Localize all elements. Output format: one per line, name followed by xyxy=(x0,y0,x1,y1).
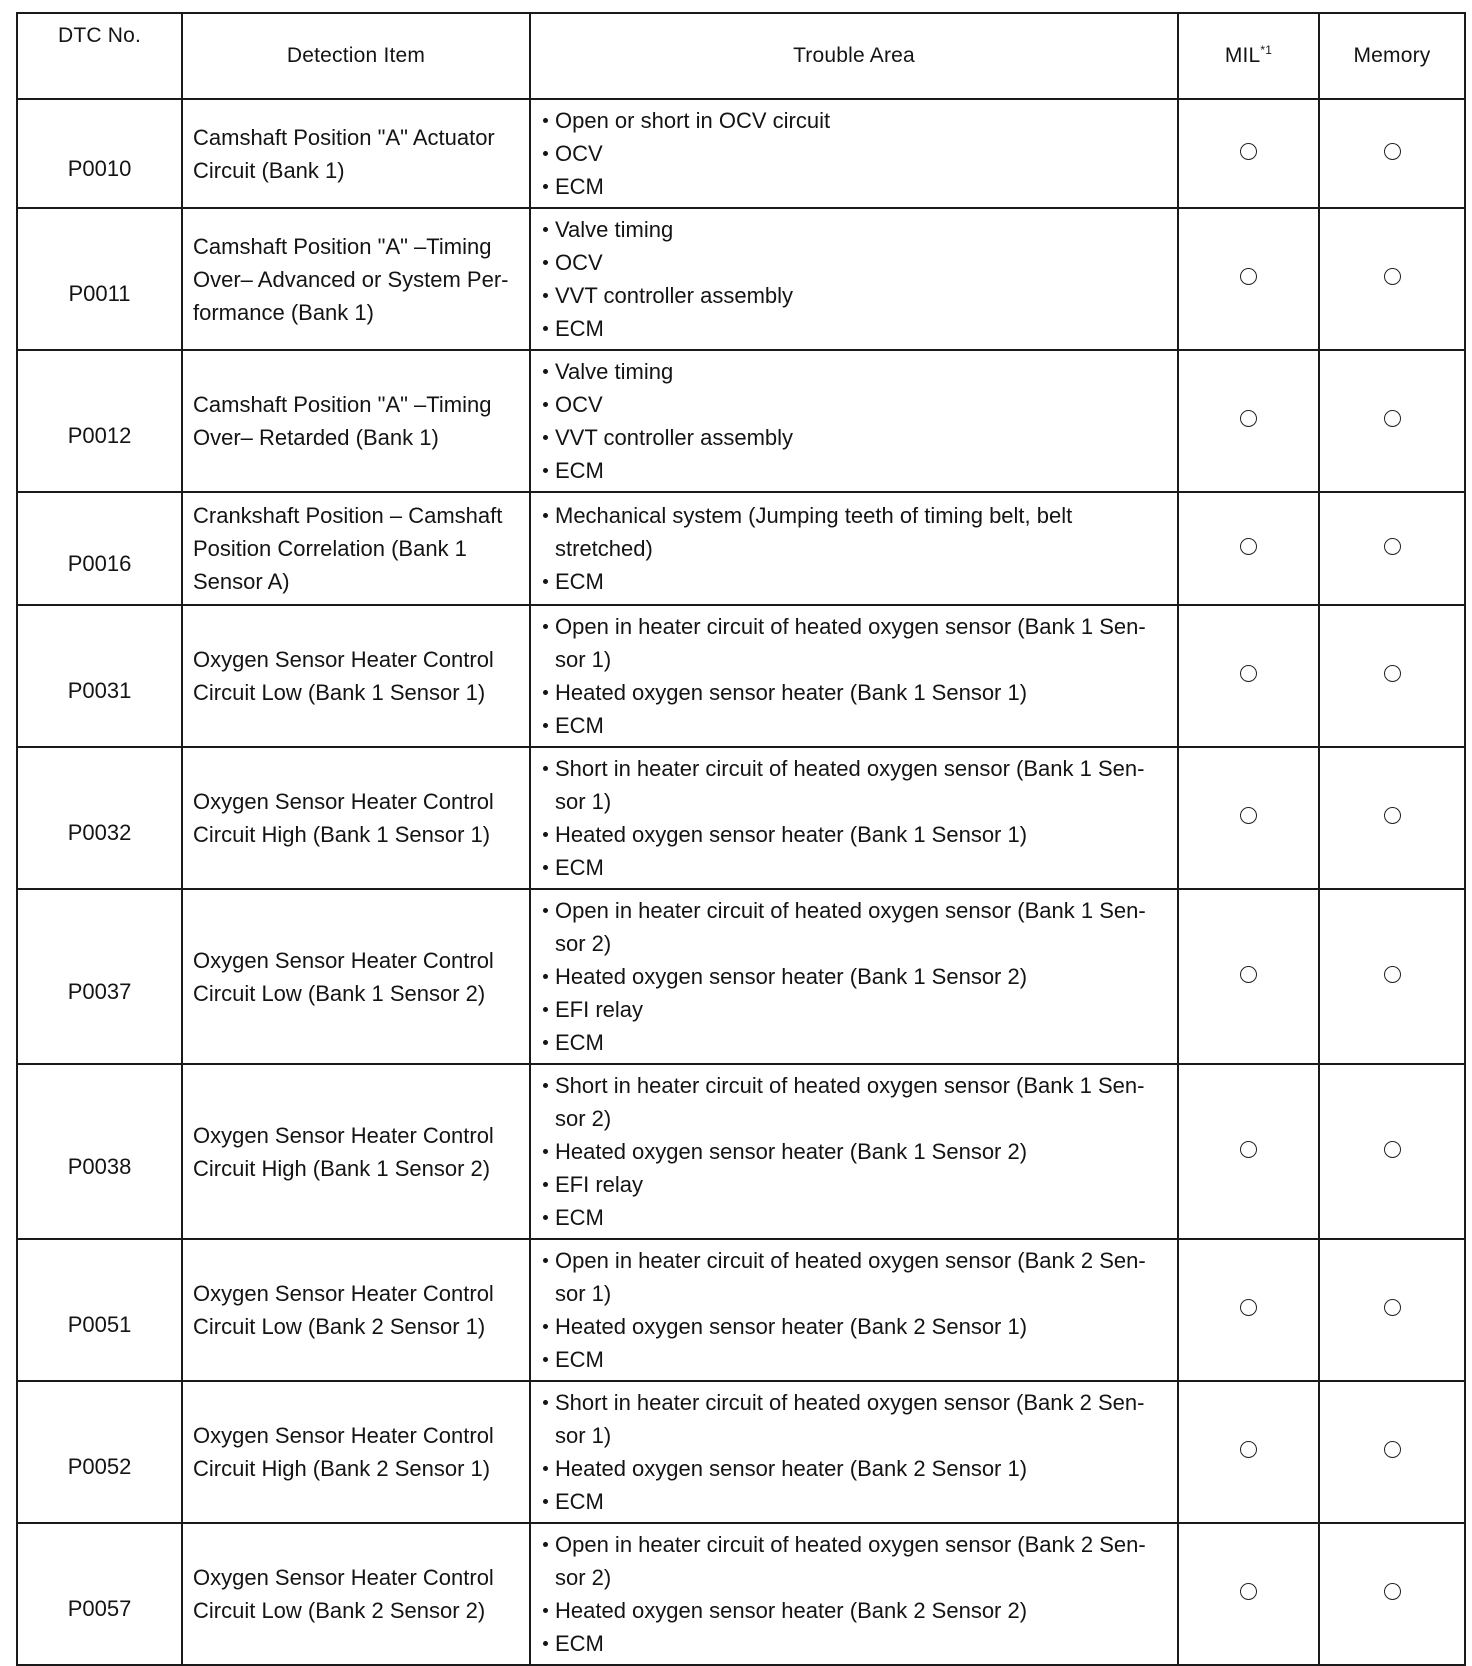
trouble-area-item: ECM xyxy=(541,170,1163,203)
trouble-area-item: EFI relay xyxy=(541,993,1163,1026)
mil-cell xyxy=(1178,747,1319,889)
mil-circle-icon xyxy=(1240,1141,1257,1158)
trouble-area-item: Heated oxygen sensor heater (Bank 2 Sensor 1) xyxy=(541,1310,1163,1343)
trouble-area-item: ECM xyxy=(541,851,1163,884)
mil-cell xyxy=(1178,1239,1319,1381)
trouble-area-item: Heated oxygen sensor heater (Bank 2 Sensor 2) xyxy=(541,1594,1163,1627)
detection-item: Oxygen Sensor Heater Control Circuit Low (Bank 2 Sensor 1) xyxy=(182,1239,530,1381)
mil-circle-icon xyxy=(1240,410,1257,427)
detection-item: Oxygen Sensor Heater Control Circuit Low (Bank 1 Sensor 1) xyxy=(182,605,530,747)
trouble-area-item: ECM xyxy=(541,1026,1163,1059)
trouble-area-item: Heated oxygen sensor heater (Bank 1 Sensor 2) xyxy=(541,1135,1163,1168)
memory-circle-icon xyxy=(1384,538,1401,555)
detection-item: Oxygen Sensor Heater Control Circuit Low (Bank 2 Sensor 2) xyxy=(182,1523,530,1665)
table-row xyxy=(17,1381,1465,1523)
trouble-area-item: ECM xyxy=(541,1201,1163,1234)
detection-item: Oxygen Sensor Heater Control Circuit High (Bank 2 Sensor 1) xyxy=(182,1381,530,1523)
header-row xyxy=(17,13,1465,99)
trouble-area-item: ECM xyxy=(541,312,1163,345)
trouble-area-item: Open in heater circuit of heated oxygen sensor (Bank 2 Sen-sor 1) xyxy=(541,1244,1163,1310)
mil-cell xyxy=(1178,1381,1319,1523)
trouble-area-item: Open in heater circuit of heated oxygen sensor (Bank 2 Sen-sor 2) xyxy=(541,1528,1163,1594)
trouble-area-item: VVT controller assembly xyxy=(541,421,1163,454)
dtc-code: P0016 xyxy=(17,492,182,605)
table-row xyxy=(17,889,1465,1064)
detection-item: Oxygen Sensor Heater Control Circuit High (Bank 1 Sensor 1) xyxy=(182,747,530,889)
memory-cell xyxy=(1319,889,1465,1064)
memory-cell xyxy=(1319,605,1465,747)
detection-item: Oxygen Sensor Heater Control Circuit Low (Bank 1 Sensor 2) xyxy=(182,889,530,1064)
memory-circle-icon xyxy=(1384,143,1401,160)
trouble-area-item: ECM xyxy=(541,565,1163,598)
trouble-area xyxy=(530,1064,1178,1239)
mil-cell xyxy=(1178,99,1319,208)
trouble-area-item: VVT controller assembly xyxy=(541,279,1163,312)
trouble-area xyxy=(530,605,1178,747)
detection-item: Crankshaft Position – Camshaft Position Correlation (Bank 1 Sensor A) xyxy=(182,492,530,605)
memory-cell xyxy=(1319,350,1465,492)
trouble-area xyxy=(530,889,1178,1064)
trouble-area xyxy=(530,99,1178,208)
dtc-code: P0037 xyxy=(17,889,182,1064)
memory-cell xyxy=(1319,1523,1465,1665)
table-header xyxy=(17,13,1465,99)
dtc-code: P0012 xyxy=(17,350,182,492)
trouble-area xyxy=(530,492,1178,605)
dtc-code: P0057 xyxy=(17,1523,182,1665)
memory-cell xyxy=(1319,1064,1465,1239)
mil-circle-icon xyxy=(1240,665,1257,682)
trouble-area-item: Short in heater circuit of heated oxygen sensor (Bank 2 Sen-sor 1) xyxy=(541,1386,1163,1452)
trouble-area-item: OCV xyxy=(541,137,1163,170)
memory-circle-icon xyxy=(1384,665,1401,682)
table-row xyxy=(17,1064,1465,1239)
table-row xyxy=(17,99,1465,208)
trouble-area-item: Heated oxygen sensor heater (Bank 1 Sensor 1) xyxy=(541,818,1163,851)
trouble-area-item: Open or short in OCV circuit xyxy=(541,104,1163,137)
trouble-area xyxy=(530,350,1178,492)
trouble-area xyxy=(530,1523,1178,1665)
memory-circle-icon xyxy=(1384,268,1401,285)
trouble-area xyxy=(530,1381,1178,1523)
trouble-area-item: Short in heater circuit of heated oxygen sensor (Bank 1 Sen-sor 1) xyxy=(541,752,1163,818)
memory-circle-icon xyxy=(1384,966,1401,983)
header-memory: Memory xyxy=(1319,13,1465,99)
detection-item: Camshaft Position "A" –Timing Over– Advanced or System Per-formance (Bank 1) xyxy=(182,208,530,350)
trouble-area-item: Heated oxygen sensor heater (Bank 2 Sensor 1) xyxy=(541,1452,1163,1485)
mil-circle-icon xyxy=(1240,807,1257,824)
table-row xyxy=(17,605,1465,747)
dtc-code: P0032 xyxy=(17,747,182,889)
mil-cell xyxy=(1178,605,1319,747)
mil-cell xyxy=(1178,889,1319,1064)
trouble-area-item: ECM xyxy=(541,1627,1163,1660)
trouble-area-item: Mechanical system (Jumping teeth of timing belt, belt stretched) xyxy=(541,499,1163,565)
header-mil xyxy=(1178,13,1319,99)
trouble-area-item: Valve timing xyxy=(541,355,1163,388)
dtc-code: P0052 xyxy=(17,1381,182,1523)
dtc-table xyxy=(16,12,1466,1666)
mil-cell xyxy=(1178,1064,1319,1239)
trouble-area-item: Short in heater circuit of heated oxygen sensor (Bank 1 Sen-sor 2) xyxy=(541,1069,1163,1135)
trouble-area xyxy=(530,747,1178,889)
table-row xyxy=(17,492,1465,605)
memory-cell xyxy=(1319,1239,1465,1381)
header-dtc-no: DTC No. xyxy=(17,13,182,99)
header-mil-footnote: *1 xyxy=(1260,43,1273,57)
detection-item: Oxygen Sensor Heater Control Circuit High (Bank 1 Sensor 2) xyxy=(182,1064,530,1239)
table-body xyxy=(17,99,1465,1665)
memory-cell xyxy=(1319,208,1465,350)
mil-circle-icon xyxy=(1240,966,1257,983)
trouble-area xyxy=(530,208,1178,350)
table-row xyxy=(17,1239,1465,1381)
memory-cell xyxy=(1319,747,1465,889)
mil-cell xyxy=(1178,208,1319,350)
header-detection-item: Detection Item xyxy=(182,13,530,99)
mil-circle-icon xyxy=(1240,1441,1257,1458)
trouble-area-item: ECM xyxy=(541,1343,1163,1376)
detection-item: Camshaft Position "A" –Timing Over– Retarded (Bank 1) xyxy=(182,350,530,492)
table-row xyxy=(17,1523,1465,1665)
memory-circle-icon xyxy=(1384,410,1401,427)
table-row xyxy=(17,747,1465,889)
table-row xyxy=(17,208,1465,350)
memory-cell xyxy=(1319,1381,1465,1523)
trouble-area-item: Open in heater circuit of heated oxygen sensor (Bank 1 Sen-sor 2) xyxy=(541,894,1163,960)
memory-cell xyxy=(1319,492,1465,605)
memory-cell xyxy=(1319,99,1465,208)
trouble-area-item: OCV xyxy=(541,246,1163,279)
dtc-code: P0011 xyxy=(17,208,182,350)
trouble-area-item: Heated oxygen sensor heater (Bank 1 Sensor 2) xyxy=(541,960,1163,993)
trouble-area-item: Open in heater circuit of heated oxygen sensor (Bank 1 Sen-sor 1) xyxy=(541,610,1163,676)
trouble-area-item: Heated oxygen sensor heater (Bank 1 Sensor 1) xyxy=(541,676,1163,709)
trouble-area-item: ECM xyxy=(541,709,1163,742)
memory-circle-icon xyxy=(1384,1141,1401,1158)
trouble-area-item: ECM xyxy=(541,454,1163,487)
dtc-code: P0010 xyxy=(17,99,182,208)
dtc-code: P0031 xyxy=(17,605,182,747)
memory-circle-icon xyxy=(1384,807,1401,824)
memory-circle-icon xyxy=(1384,1583,1401,1600)
header-mil-label: MIL xyxy=(1224,44,1261,67)
mil-circle-icon xyxy=(1240,143,1257,160)
memory-circle-icon xyxy=(1384,1441,1401,1458)
trouble-area xyxy=(530,1239,1178,1381)
table-row xyxy=(17,350,1465,492)
header-trouble-area: Trouble Area xyxy=(530,13,1178,99)
mil-cell xyxy=(1178,492,1319,605)
trouble-area-item: OCV xyxy=(541,388,1163,421)
dtc-code: P0038 xyxy=(17,1064,182,1239)
trouble-area-item: EFI relay xyxy=(541,1168,1163,1201)
mil-circle-icon xyxy=(1240,268,1257,285)
mil-circle-icon xyxy=(1240,538,1257,555)
mil-circle-icon xyxy=(1240,1583,1257,1600)
mil-cell xyxy=(1178,350,1319,492)
dtc-code: P0051 xyxy=(17,1239,182,1381)
mil-circle-icon xyxy=(1240,1299,1257,1316)
trouble-area-item: ECM xyxy=(541,1485,1163,1518)
trouble-area-item: Valve timing xyxy=(541,213,1163,246)
detection-item: Camshaft Position "A" Actuator Circuit (Bank 1) xyxy=(182,99,530,208)
mil-cell xyxy=(1178,1523,1319,1665)
memory-circle-icon xyxy=(1384,1299,1401,1316)
